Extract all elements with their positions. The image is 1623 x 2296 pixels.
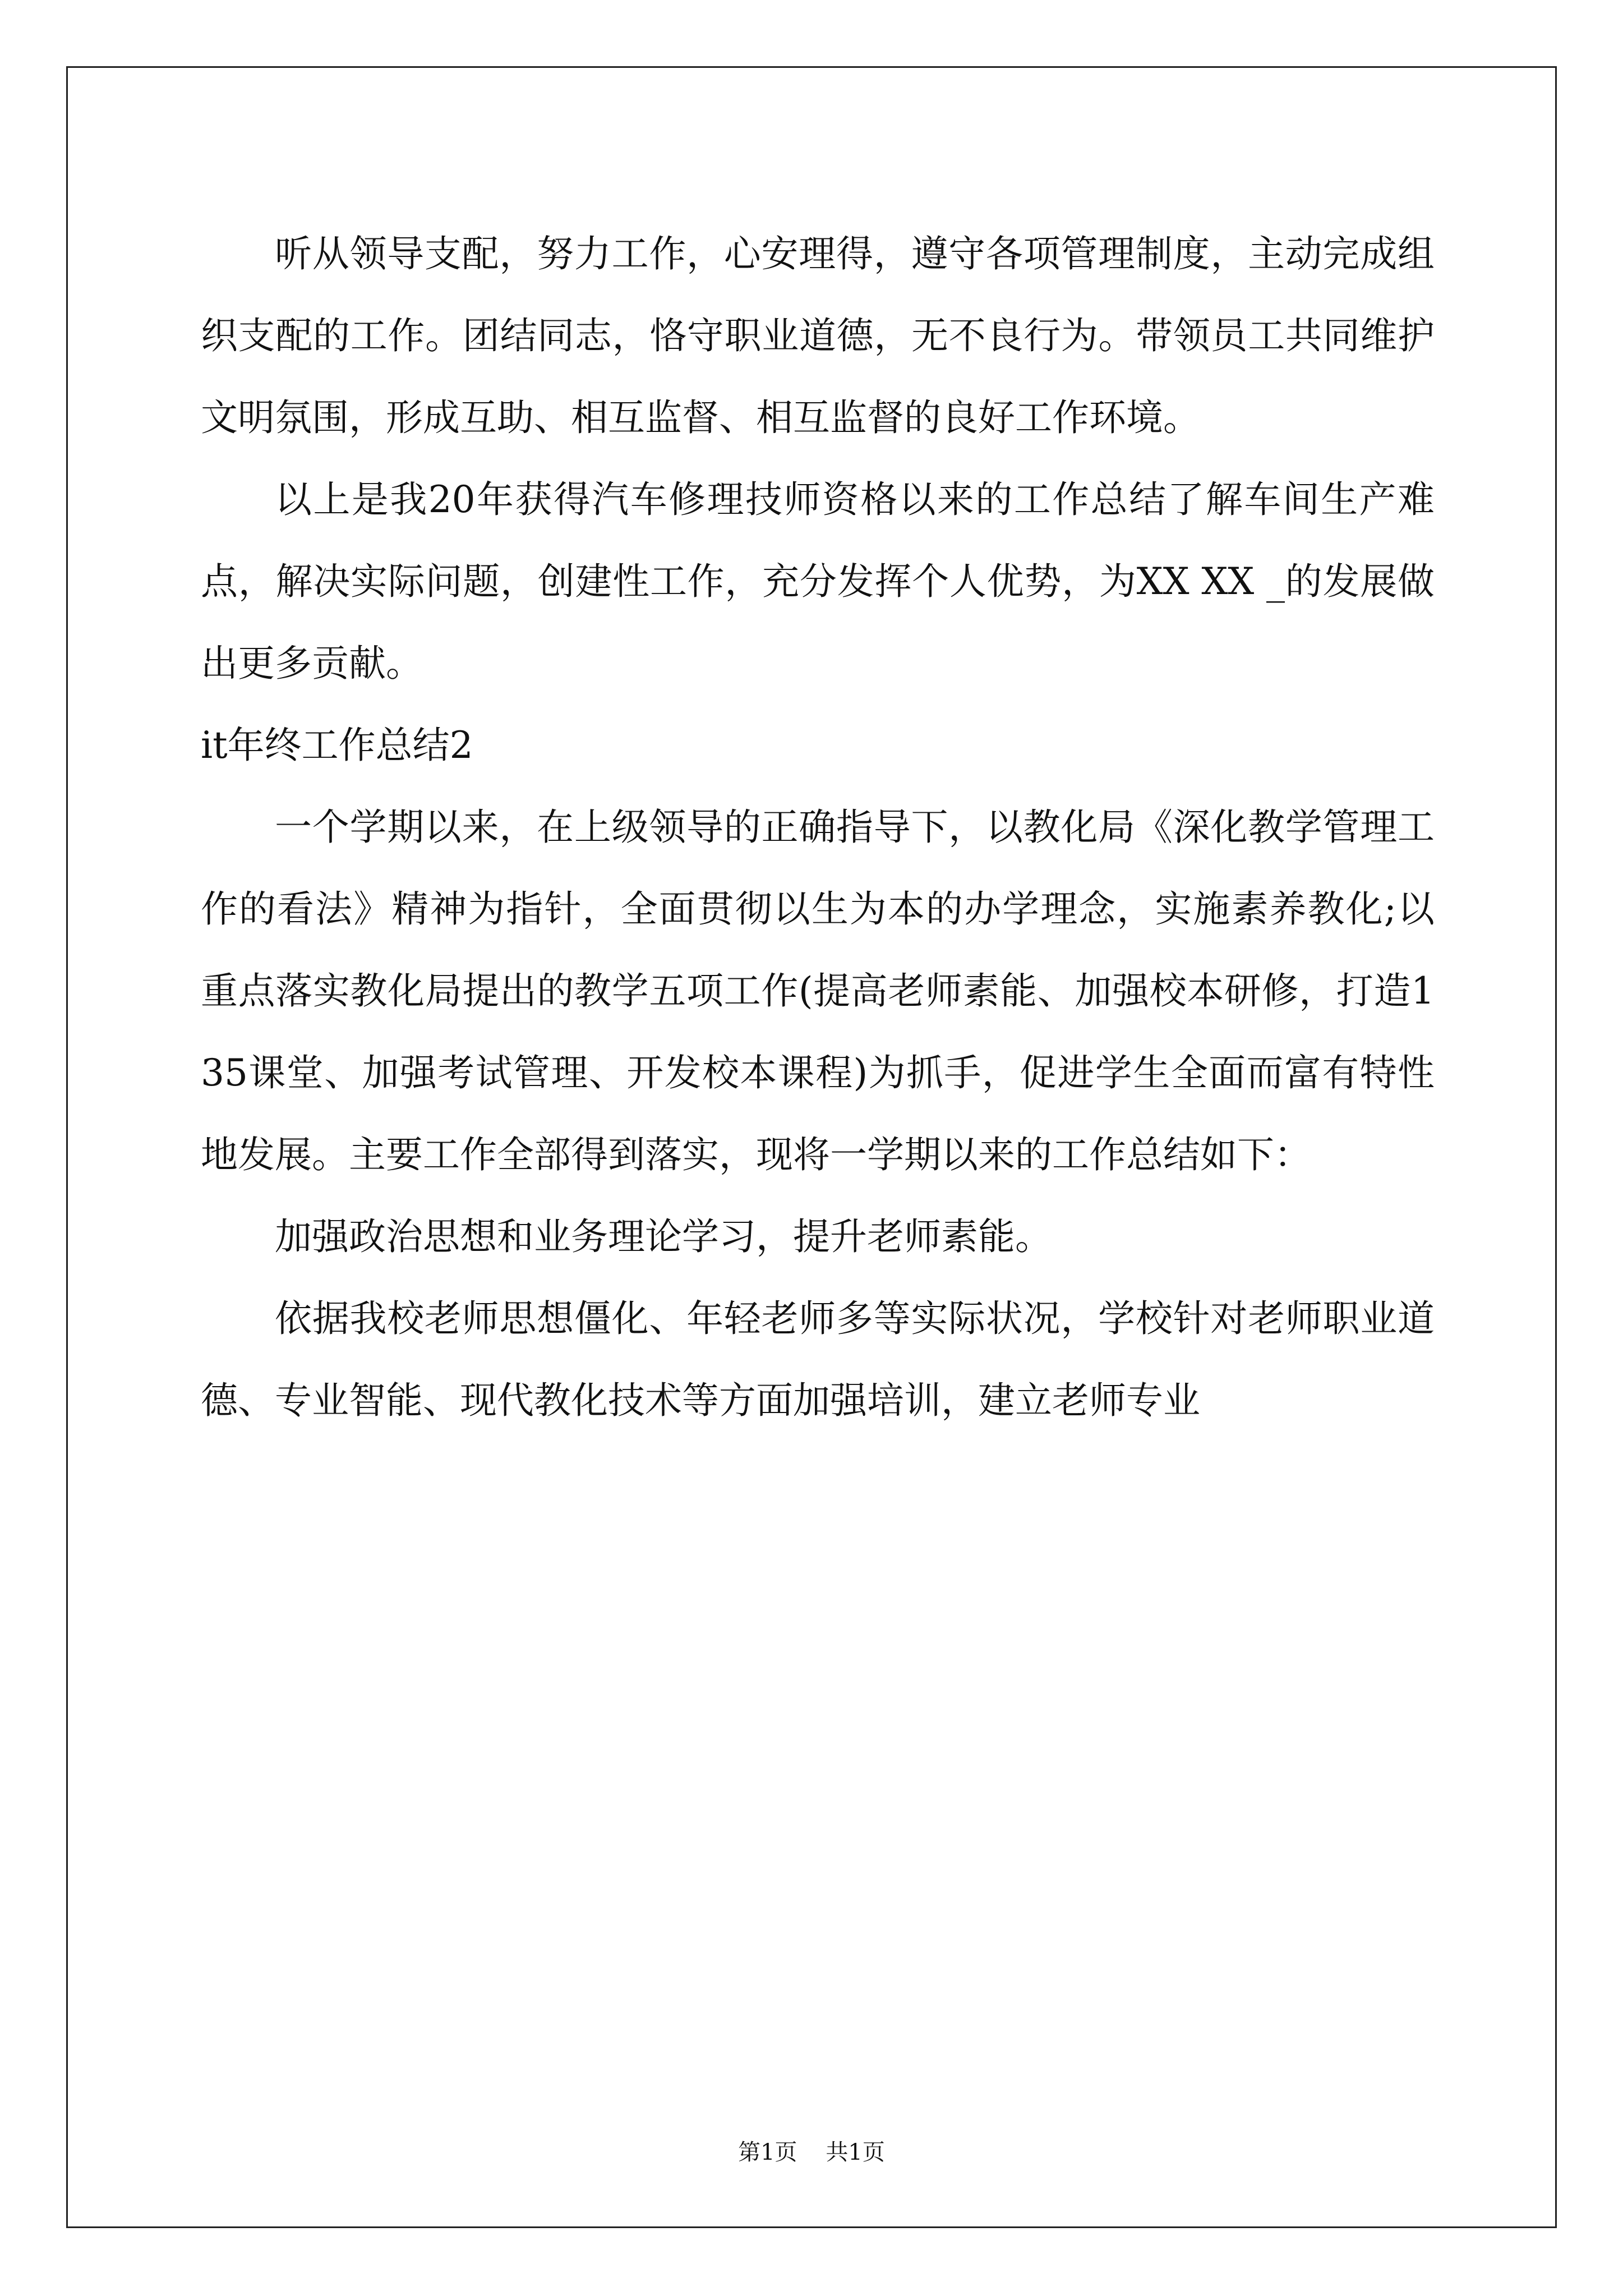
document-body (201, 213, 1435, 1442)
paragraph: 听从领导支配，努力工作，心安理得，遵守各项管理制度，主动完成组织支配的工作。团结同志，恪守职业道德，无不良行为。带领员工共同维护文明氛围，形成互助、相互监督、相互监督的良好工作环境。 (201, 232, 1435, 439)
paragraph: 依据我校老师思想僵化、年轻老师多等实际状况，学校针对老师职业道德、专业智能、现代教化技术等方面加强培训，建立老师专业 (201, 1297, 1435, 1422)
paragraph: 一个学期以来，在上级领导的正确指导下，以教化局《深化教学管理工作的看法》精神为指针，全面贯彻以生为本的办学理念，实施素养教化;以重点落实教化局提出的教学五项工作(提高老师素能、加强校本研修，打造135课堂、加强考试管理、开发校本课程)为抓手，促进学生全面而富有特性地发展。主要工作全部得到落实，现将一学期以来的工作总结如下： (201, 806, 1435, 1176)
page-number-footer: 第1页 共1页 (738, 2139, 885, 2165)
paragraph: 加强政治思想和业务理论学习，提升老师素能。 (275, 1215, 1052, 1258)
paragraph: 以上是我20年获得汽车修理技师资格以来的工作总结了解车间生产难点，解决实际问题，创建性工作，充分发挥个人优势，为XX XX _的发展做出更多贡献。 (201, 478, 1435, 685)
section-heading: it年终工作总结2 (201, 724, 473, 767)
